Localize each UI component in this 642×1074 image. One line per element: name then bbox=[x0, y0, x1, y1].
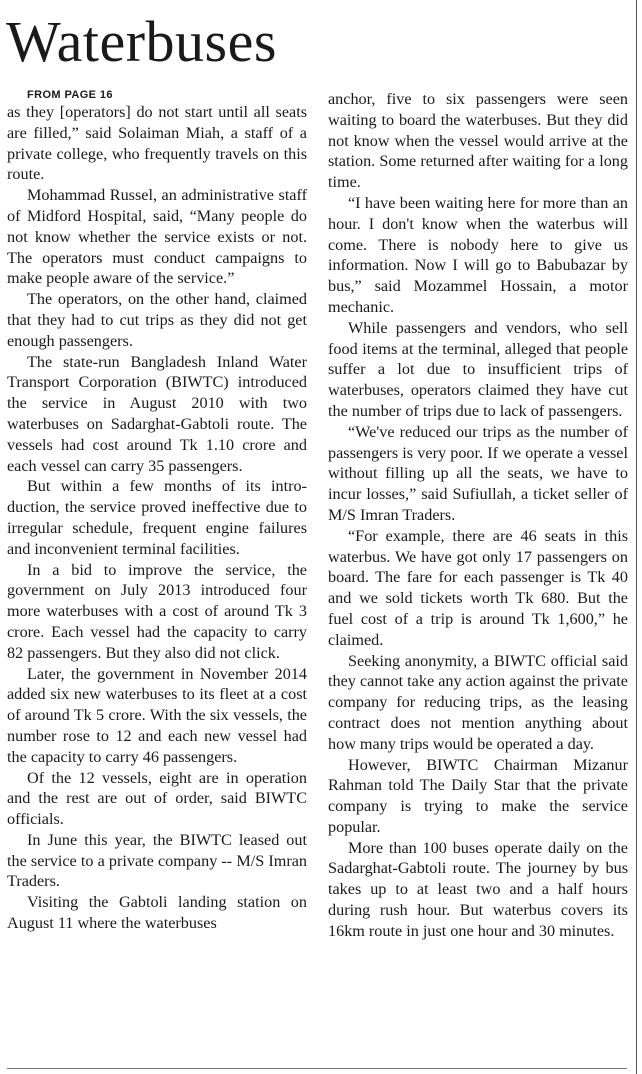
paragraph: “I have been waiting here for more than an hour. I don't know when the waterbus will come. There is nobody here to give us information. Now I will go to Babubazar by bus,” said Mozammel Hossain, a motor mechanic. bbox=[328, 193, 628, 316]
paragraph: “We've reduced our trips as the number of passengers is very poor. If we operate a vessel without filling up all the seats, we have to incur losses,” said Sufiullah, a ticket seller of M/S Imran Traders. bbox=[328, 422, 628, 524]
paragraph: While passengers and vendors, who sell food items at the terminal, alleged that people suffer a lot due to insufficient trips of waterbuses, operators claimed they have cut the number of trips due to lack of passengers. bbox=[328, 318, 628, 420]
column-rule-right bbox=[636, 0, 637, 1074]
paragraph: “For example, there are 46 seats in this waterbus. We have got only 17 passengers on board. The fare for each passenger is Tk 40 and we sold tickets worth Tk 680. But the fuel cost of a trip is around Tk 1,600,” he claimed. bbox=[328, 526, 628, 649]
page-jump-kicker: FROM PAGE 16 bbox=[27, 89, 113, 101]
bottom-rule bbox=[7, 1068, 627, 1069]
paragraph: The operators, on the other hand, claimed that they had to cut trips as they did not get enough passengers. bbox=[7, 290, 307, 350]
paragraph: In June this year, the BIWTC leased out the service to a private company -- M/S Imran Traders. bbox=[7, 830, 307, 891]
paragraph: Of the 12 vessels, eight are in operation and the rest are out of order, said BIWTC officials. bbox=[7, 768, 307, 829]
article-column-right bbox=[328, 89, 628, 942]
paragraph: Visiting the Gabtoli landing station on August 11 where the waterbuses bbox=[7, 893, 307, 933]
paragraph: More than 100 buses operate daily on the Sadarghat-Gabtoli route. The journey by bus takes up to at least two and a half hours during rush hour. But waterbus covers its 16km route in just one hour and 30 minutes. bbox=[328, 838, 628, 940]
paragraph: Mohammad Russel, an administrative staff of Midford Hospital, said, “Many people do not know whether the service exists or not. The operators must conduct campaigns to make people aware of the service.” bbox=[7, 186, 307, 288]
paragraph: But within a few months of its introduction, the service proved ineffective due to irregular schedule, frequent engine failures and inconvenient terminal facilities. bbox=[7, 477, 307, 558]
paragraph: anchor, five to six passengers were seen waiting to board the waterbuses. But they did not know when the vessel would arrive at the station. Some returned after waiting for a long time. bbox=[328, 90, 628, 192]
paragraph: However, BIWTC Chairman Mizanur Rahman told The Daily Star that the private company is trying to make the service popular. bbox=[328, 755, 628, 836]
paragraph: Later, the government in November 2014 added six new waterbuses to its fleet at a cost of around Tk 5 crore. With the six vessels, the number rose to 12 and each new vessel had the capacity to carry 46 passengers. bbox=[7, 664, 307, 766]
paragraph: The state-run Bangladesh Inland Water Transport Corporation (BIWTC) introduced the service in August 2010 with two waterbuses on Sadarghat-Gabtoli route. The vessels had cost around Tk 1.10 crore and each vessel can carry 35 passengers. bbox=[7, 352, 307, 475]
article-column-left bbox=[7, 88, 307, 934]
paragraph: as they [operators] do not start until all seats are filled,” said Solaiman Miah, a staff of a private college, who frequently travels on this route. bbox=[7, 103, 307, 184]
paragraph: In a bid to improve the service, the government on July 2013 introduced four more waterbuses with a cost of around Tk 3 crore. Each vessel had the capacity to carry 82 passengers. But they also did not click. bbox=[7, 560, 307, 662]
paragraph: Seeking anonymity, a BIWTC official said they cannot take any action against the private company for reducing trips, as the leasing contract does not mention anything about how many trips would be operated a day. bbox=[328, 651, 628, 753]
article-headline: Waterbuses bbox=[6, 9, 277, 74]
